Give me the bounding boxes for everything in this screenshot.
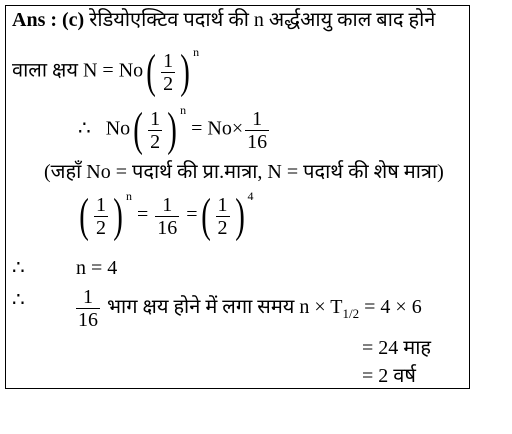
rhs-text: = No× bbox=[191, 117, 244, 140]
answer-label: Ans : (c) bbox=[12, 9, 85, 31]
answer-line-1 bbox=[12, 8, 435, 32]
exponent: n bbox=[193, 45, 200, 59]
time-text: भाग क्षय होने में लगा समय n × T bbox=[107, 296, 343, 319]
sixteenth-fraction: $\frac{1}{16}$ bbox=[78, 286, 98, 331]
months-text: = 24 माह bbox=[362, 337, 432, 359]
equation-line-5: ( $\frac{1}{2}$ ) $^n$ = $\frac{1}{16}$ = ( $\frac{1}{2}$ ) $^4$ bbox=[79, 189, 254, 242]
therefore-symbol: ∴ bbox=[12, 289, 25, 311]
half-fraction: $\frac{1}{2}$ bbox=[95, 193, 106, 239]
n-equals: n = 4 bbox=[76, 257, 118, 279]
therefore-symbol: ∴ bbox=[12, 257, 25, 279]
years-text: = 2 वर्ष bbox=[362, 365, 416, 387]
therefore-symbol: ∴ bbox=[78, 117, 91, 140]
sixteenth-fraction: $\frac{1}{16}$ bbox=[247, 107, 268, 153]
half-fraction: $\frac{1}{2}$ bbox=[150, 107, 161, 153]
years-line bbox=[362, 364, 416, 388]
decay-formula-text: वाला क्षय N = No bbox=[12, 59, 144, 82]
equation-line-3: ∴ No ( $\frac{1}{2}$ ) $^n$ = No× $\frac{1}{16}$ bbox=[78, 103, 268, 156]
half-life-subscript: 1/2 bbox=[342, 306, 360, 322]
exponent: n bbox=[180, 103, 187, 117]
answer-text: रेडियोएक्टिव पदार्थ की n अर्द्धआयु काल बाद होने bbox=[89, 9, 436, 31]
decay-formula-line: वाला क्षय N = No ( $\frac{1}{2}$ ) $^n$ bbox=[12, 45, 200, 98]
time-result: = 4 × 6 bbox=[359, 296, 422, 319]
months-line bbox=[362, 336, 431, 360]
result-line bbox=[12, 256, 118, 280]
half-fraction: $\frac{1}{2}$ bbox=[217, 193, 228, 239]
half-fraction: $\frac{1}{2}$ bbox=[163, 49, 174, 95]
definition-text: (जहाँ No = पदार्थ की प्रा.मात्रा, N = पदार्थ की शेष मात्रा) bbox=[44, 161, 444, 183]
sixteenth-fraction: $\frac{1}{16}$ bbox=[157, 193, 178, 239]
no-symbol: No bbox=[105, 117, 131, 140]
definition-line bbox=[44, 160, 444, 184]
